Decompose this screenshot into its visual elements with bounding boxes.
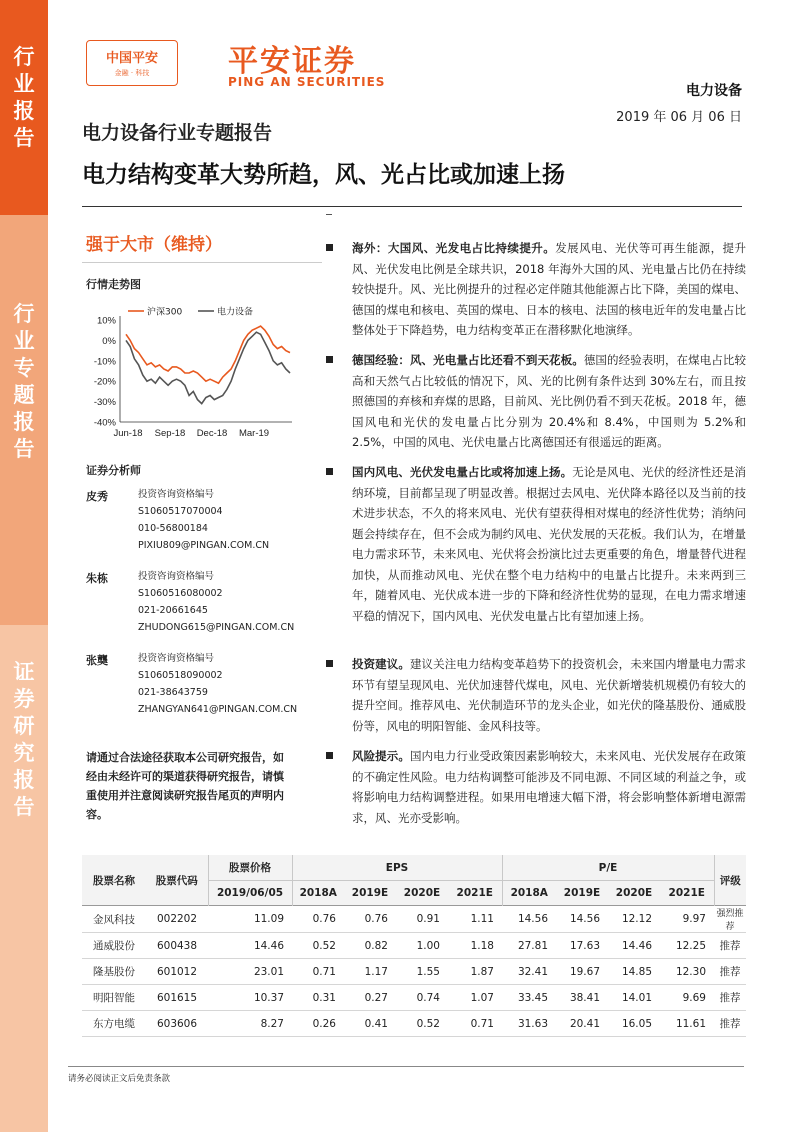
stock-valuation-table <box>82 855 746 1037</box>
analyst-email: PIXIU809@PINGAN.COM.CN <box>138 540 270 551</box>
rating-cell: 推荐 <box>714 959 746 985</box>
y-tick-label: 0% <box>102 335 116 347</box>
bullet-square-icon <box>326 356 333 363</box>
stock-code-cell: 601615 <box>146 985 208 1011</box>
eps-cell: 0.31 <box>292 985 344 1011</box>
y-tick-label: 10% <box>96 315 116 327</box>
analyst-cert-number: S1060517070004 <box>138 506 223 517</box>
bullet-square-icon <box>326 468 333 475</box>
rating-cell: 推荐 <box>714 933 746 959</box>
eps-cell: 1.55 <box>396 959 448 985</box>
y-tick-label: -20% <box>93 376 116 388</box>
header-year: 2018A <box>292 881 344 906</box>
rating-label: 强于大市（维持） <box>86 235 222 255</box>
analyst-info <box>138 568 294 636</box>
eps-cell: 1.00 <box>396 933 448 959</box>
pe-cell: 27.81 <box>502 933 556 959</box>
analyst-phone: 010-56800184 <box>138 523 208 534</box>
rating-cell: 推荐 <box>714 1011 746 1037</box>
eps-cell: 0.71 <box>448 1011 502 1037</box>
pe-cell: 14.56 <box>502 906 556 933</box>
pe-cell: 19.67 <box>556 959 608 985</box>
sidebar-char: 业 <box>13 329 35 353</box>
bullet-title: 海外：大国风、光发电占比持续提升。 <box>352 241 556 255</box>
eps-cell: 0.26 <box>292 1011 344 1037</box>
header-year: 2019E <box>556 881 608 906</box>
analyst-phone: 021-38643759 <box>138 687 208 698</box>
stock-code-cell: 002202 <box>146 906 208 933</box>
pe-cell: 9.97 <box>660 906 714 933</box>
pe-cell: 31.63 <box>502 1011 556 1037</box>
sidebar-label-1 <box>0 44 48 152</box>
brand-name-cn: 平安证券 <box>228 44 356 79</box>
eps-cell: 0.27 <box>344 985 396 1011</box>
analyst-email: ZHANGYAN641@PINGAN.COM.CN <box>138 704 298 715</box>
bullet-point <box>326 462 746 626</box>
footer-disclaimer: 请务必阅读正文后免责条款 <box>68 1074 171 1084</box>
analyst-email: ZHUDONG615@PINGAN.COM.CN <box>138 622 295 633</box>
sector-label: 电力设备 <box>686 83 742 99</box>
pe-cell: 14.46 <box>608 933 660 959</box>
sidebar-label-2 <box>0 301 48 463</box>
header-price: 股票价格 <box>208 855 292 881</box>
pe-cell: 32.41 <box>502 959 556 985</box>
header-year: 2020E <box>608 881 660 906</box>
price-cell: 23.01 <box>208 959 292 985</box>
analyst-name: 皮秀 <box>86 490 108 503</box>
stock-name-cell: 明阳智能 <box>82 985 146 1011</box>
brand-name-en: PING AN SECURITIES <box>228 75 386 89</box>
pe-cell: 12.12 <box>608 906 660 933</box>
eps-cell: 0.91 <box>396 906 448 933</box>
legend-label: 沪深300 <box>147 307 183 318</box>
eps-cell: 0.76 <box>292 906 344 933</box>
analyst-cert-label: 投资咨询资格编号 <box>138 653 215 664</box>
eps-cell: 0.74 <box>396 985 448 1011</box>
pe-cell: 14.01 <box>608 985 660 1011</box>
analyst-name: 朱栋 <box>86 572 108 585</box>
stock-code-cell: 601012 <box>146 959 208 985</box>
eps-cell: 0.76 <box>344 906 396 933</box>
chart-section-title: 行情走势图 <box>86 278 141 291</box>
stock-name-cell: 隆基股份 <box>82 959 146 985</box>
eps-cell: 0.52 <box>396 1011 448 1037</box>
pe-cell: 20.41 <box>556 1011 608 1037</box>
bullet-title: 投资建议。 <box>352 657 410 671</box>
bullet-title: 国内风电、光伏发电量占比或将加速上扬。 <box>352 465 573 479</box>
table-row <box>82 906 746 933</box>
header-year: 2020E <box>396 881 448 906</box>
sidebar-char: 行 <box>13 302 35 326</box>
analyst-cert-label: 投资咨询资格编号 <box>138 489 215 500</box>
pe-cell: 11.61 <box>660 1011 714 1037</box>
analyst-cert-label: 投资咨询资格编号 <box>138 571 215 582</box>
header-stock-code: 股票代码 <box>146 855 208 906</box>
bullet-body: 发展风电、光伏等可再生能源，提升风、光伏发电比例是全球共识，2018 年海外大国的风、光电量占比仍在持续较快提升。风、光比例提升的过程必定伴随其他能源占比下降，美国的煤电、德国的煤电和核电、英国的煤电、日本的核电、法国的核电近年的发电量占比整体处于下降趋势，电力结构变革正在潜移默化地演绎。 <box>352 241 746 337</box>
stock-name-cell: 东方电缆 <box>82 1011 146 1037</box>
pe-cell: 16.05 <box>608 1011 660 1037</box>
eps-cell: 1.18 <box>448 933 502 959</box>
header-year: 2019E <box>344 881 396 906</box>
price-cell: 11.09 <box>208 906 292 933</box>
header-stock-name: 股票名称 <box>82 855 146 906</box>
legal-notice: 请通过合法途径获取本公司研究报告，如经由未经许可的渠道获得研究报告，请慎重使用并注意阅读研究报告尾页的声明内容。 <box>86 751 284 821</box>
eps-cell: 1.11 <box>448 906 502 933</box>
sidebar-char: 报 <box>13 410 35 434</box>
bullet-point <box>326 350 746 453</box>
sidebar-char: 报 <box>13 768 35 792</box>
eps-cell: 0.82 <box>344 933 396 959</box>
sidebar-char: 告 <box>13 126 35 150</box>
stock-code-cell: 600438 <box>146 933 208 959</box>
price-cell: 14.46 <box>208 933 292 959</box>
sidebar-char: 业 <box>13 72 35 96</box>
rating-cell: 强烈推荐 <box>714 906 746 933</box>
analyst-phone: 021-20661645 <box>138 605 208 616</box>
header-year: 2021E <box>448 881 502 906</box>
sidebar-section-securities-research <box>0 625 48 1132</box>
sidebar-char: 券 <box>13 687 35 711</box>
sidebar-section-industry-report <box>0 0 48 215</box>
bullet-title: 德国经验：风、光电量占比还看不到天花板。 <box>352 353 584 367</box>
header-rating: 评级 <box>714 855 746 906</box>
bullet-body: 德国的经验表明，在煤电占比较高和天然气占比较低的情况下，风、光的比例有条件达到 30%左右，而且按照德国的弃核和弃煤的思路，目前风、光比例仍看不到天花板。2018 年，德国风电和光伏的发电量占比分别为 20.4%和 8.4%，中国则为 5.2%和 2.5%，中国的风电、光伏电量占比离德国还有很遥远的距离。 <box>352 353 747 449</box>
header-pe: P/E <box>502 855 714 881</box>
market-trend-chart <box>86 298 306 448</box>
eps-cell: 0.52 <box>292 933 344 959</box>
bullet-square-icon <box>326 660 333 667</box>
y-tick-label: -10% <box>93 356 116 368</box>
stock-name-cell: 通威股份 <box>82 933 146 959</box>
pe-cell: 12.30 <box>660 959 714 985</box>
analyst-name: 张龑 <box>86 654 108 667</box>
pe-cell: 38.41 <box>556 985 608 1011</box>
rating-divider <box>82 262 322 263</box>
report-type-title: 电力设备行业专题报告 <box>82 122 273 144</box>
bullet-point <box>326 654 746 736</box>
bullet-point <box>326 746 746 828</box>
eps-cell: 1.17 <box>344 959 396 985</box>
sidebar-char: 究 <box>13 741 35 765</box>
pe-cell: 17.63 <box>556 933 608 959</box>
header-eps: EPS <box>292 855 502 881</box>
x-tick-label: Dec-18 <box>196 428 228 439</box>
sidebar-char: 题 <box>13 383 35 407</box>
header-year: 2021E <box>660 881 714 906</box>
pingan-group-logo <box>86 40 178 86</box>
sidebar-section-topic-report <box>0 215 48 625</box>
eps-cell: 1.87 <box>448 959 502 985</box>
sidebar-char: 告 <box>13 437 35 461</box>
report-headline: 电力结构变革大势所趋，风、光占比或加速上扬 <box>82 162 565 188</box>
bullet-body: 国内电力行业受政策因素影响较大，未来风电、光伏发展存在政策的不确定性风险。电力结构调整可能涉及不同电源、不同区域的利益之争，或将影响电力结构调整进程。如果用电增速大幅下滑，将会影响整体新增电源需求，风、光亦受影响。 <box>352 749 747 825</box>
bullet-point <box>326 238 746 341</box>
sidebar-char: 研 <box>13 714 35 738</box>
stock-name-cell: 金风科技 <box>82 906 146 933</box>
stock-code-cell: 603606 <box>146 1011 208 1037</box>
logo-line-2: 金融 · 科技 <box>114 69 150 77</box>
bullet-title: 风险提示。 <box>352 749 410 763</box>
x-tick-label: Jun-18 <box>113 428 143 439</box>
bullet-body: 无论是风电、光伏的经济性还是消纳环境，目前都呈现了明显改善。根据过去风电、光伏降本路径以及当前的技术进步状态，不久的将来风电、光伏有望获得相对煤电的经济性优势；消纳问题会持续存在，但不会成为制约风电、光伏发展的天花板。我们认为，在增量电力需求环节，未来风电、光伏将会扮演比过去更重要的角色，增量替代进程加快，从而推动风电、光伏在整个电力结构中的电量占比提升。未来两到三年，随着风电、光伏成本进一步的下降和经济性优势的显现，在电力需求增速平稳的情况下，国内风电、光伏发电量占比有望加速上扬。 <box>352 465 747 623</box>
logo-line-1: 中国平安 <box>105 51 158 66</box>
y-tick-label: -40% <box>93 417 116 429</box>
analysts-section-title: 证券分析师 <box>86 464 141 477</box>
report-date: 2019 年 06 月 06 日 <box>616 110 742 125</box>
pe-cell: 14.85 <box>608 959 660 985</box>
sidebar-label-3 <box>0 659 48 821</box>
footer-divider <box>68 1066 744 1067</box>
sidebar-char: 报 <box>13 99 35 123</box>
analyst-cert-number: S1060518090002 <box>138 670 223 681</box>
table-row <box>82 1011 746 1037</box>
eps-cell: 0.71 <box>292 959 344 985</box>
eps-cell: 0.41 <box>344 1011 396 1037</box>
analyst-info <box>138 486 269 554</box>
header-price-date: 2019/06/05 <box>208 881 292 906</box>
eps-cell: 1.07 <box>448 985 502 1011</box>
analyst-info <box>138 650 297 718</box>
rating-cell: 推荐 <box>714 985 746 1011</box>
price-cell: 10.37 <box>208 985 292 1011</box>
table-row <box>82 959 746 985</box>
y-tick-label: -30% <box>93 397 116 409</box>
bullet-body: 建议关注电力结构变革趋势下的投资机会，未来国内增量电力需求环节有望呈现风电、光伏加速替代煤电，风电、光伏新增装机规模仍有较大的提升空间。推荐风电、光伏制造环节的龙头企业，如光伏的隆基股份、通威股份等，风电的明阳智能、金风科技等。 <box>352 657 747 733</box>
x-tick-label: Mar-19 <box>238 428 270 439</box>
sidebar-char: 证 <box>13 660 35 684</box>
column-marker <box>326 214 332 215</box>
series-line-1 <box>126 326 290 383</box>
header-year: 2018A <box>502 881 556 906</box>
pe-cell: 12.25 <box>660 933 714 959</box>
sidebar-char: 告 <box>13 795 35 819</box>
pe-cell: 33.45 <box>502 985 556 1011</box>
x-tick-label: Sep-18 <box>154 428 186 439</box>
sidebar-char: 专 <box>13 356 35 380</box>
table-row <box>82 985 746 1011</box>
price-cell: 8.27 <box>208 1011 292 1037</box>
series-line-2 <box>126 332 290 403</box>
analyst-cert-number: S1060516080002 <box>138 588 223 599</box>
bullet-square-icon <box>326 244 333 251</box>
pe-cell: 14.56 <box>556 906 608 933</box>
sidebar-char: 行 <box>13 45 35 69</box>
pe-cell: 9.69 <box>660 985 714 1011</box>
table-row <box>82 933 746 959</box>
legend-label: 电力设备 <box>217 307 254 318</box>
header-divider <box>82 206 742 207</box>
bullet-square-icon <box>326 752 333 759</box>
